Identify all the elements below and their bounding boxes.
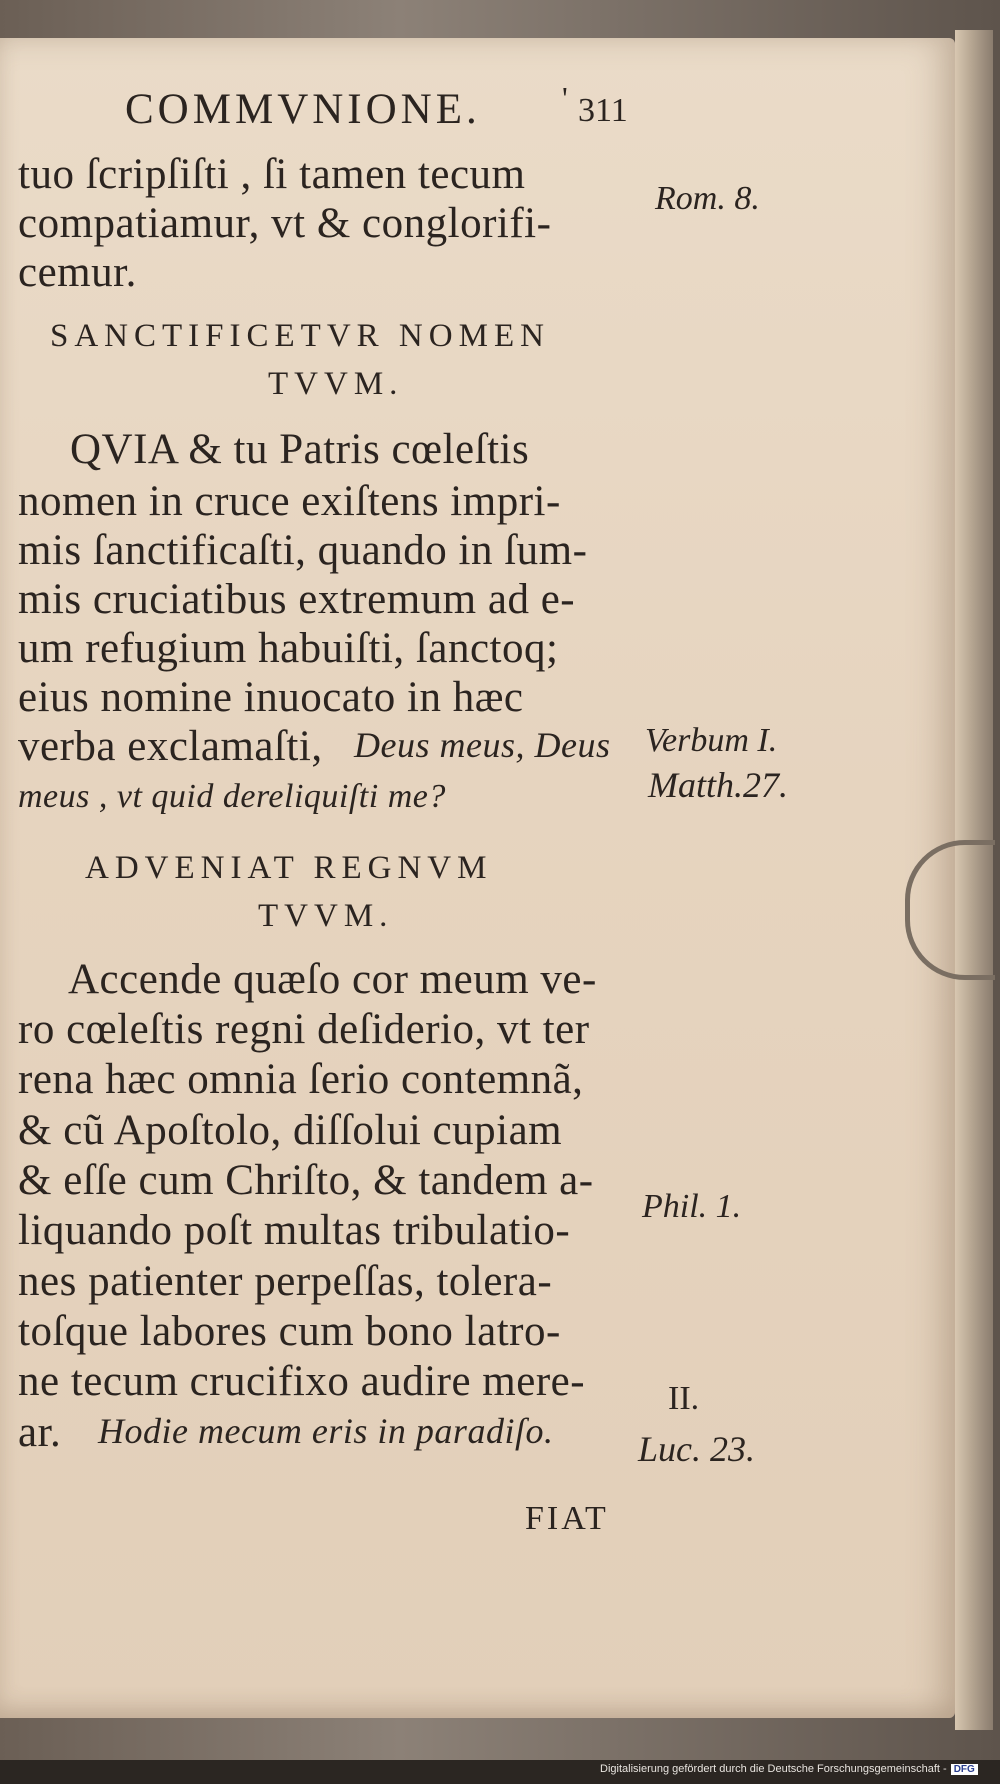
body-line: mis cruciatibus extremum ad e- <box>18 576 576 623</box>
apostrophe-mark: ' <box>562 80 568 116</box>
section-heading: TVVM. <box>258 898 394 934</box>
body-line: liquando poſt multas tribulatio- <box>18 1207 571 1254</box>
marginal-note: Verbum I. <box>645 722 778 759</box>
body-line: nomen in cruce exiſtens impri- <box>18 478 561 525</box>
marginal-note: II. <box>668 1380 700 1417</box>
catchword: FIAT <box>525 1500 609 1537</box>
book-clasp <box>905 840 995 980</box>
body-line: ar. <box>18 1409 62 1456</box>
body-line: um refugium habuiſti, ſanctoq; <box>18 625 559 672</box>
section-heading: SANCTIFICETVR NOMEN <box>50 318 550 354</box>
marginal-note: Matth.27. <box>648 765 788 805</box>
body-line: ne tecum crucifixo audire mere- <box>18 1358 586 1405</box>
body-line: verba exclamaſti, <box>18 723 323 770</box>
body-line: compatiamur, vt & conglorifi- <box>18 200 552 247</box>
body-line: cemur. <box>18 249 137 296</box>
body-line: QVIA & tu Patris cœleſtis <box>70 426 530 473</box>
body-line: & eſſe cum Chriſto, & tandem a- <box>18 1157 594 1204</box>
marginal-note: Rom. 8. <box>655 180 760 217</box>
marginal-note: Phil. 1. <box>642 1188 742 1225</box>
italic-quote: Hodie mecum eris in paradiſo. <box>98 1411 554 1451</box>
digitization-credit <box>600 1763 978 1775</box>
body-line: mis ſanctificaſti, quando in ſum- <box>18 527 588 574</box>
body-line: & cũ Apoſtolo, diſſolui cupiam <box>18 1107 563 1154</box>
italic-quote: meus , vt quid dereliquiſti me? <box>18 778 446 815</box>
italic-quote: Deus meus, Deus <box>354 725 611 765</box>
marginal-note: Luc. 23. <box>638 1429 755 1469</box>
body-line: eius nomine inuocato in hæc <box>18 674 524 721</box>
body-line: ro cœleſtis regni deſiderio, vt ter <box>18 1006 590 1053</box>
running-title: COMMVNIONE. <box>125 86 481 133</box>
section-heading: ADVENIAT REGNVM <box>85 850 493 886</box>
folio-number: 311 <box>578 92 628 129</box>
section-heading: TVVM. <box>268 366 404 402</box>
body-line: tuo ſcripſiſti , ſi tamen tecum <box>18 151 526 198</box>
body-line: Accende quæſo cor meum ve- <box>68 956 597 1003</box>
credit-text: Digitalisierung gefördert durch die Deutsche Forschungsgemeinschaft - <box>600 1763 947 1775</box>
body-line: rena hæc omnia ſerio contemnã, <box>18 1056 584 1103</box>
dfg-logo: DFG <box>951 1764 978 1775</box>
body-line: toſque labores cum bono latro- <box>18 1308 561 1355</box>
body-line: nes patienter perpeſſas, tolera- <box>18 1258 553 1305</box>
